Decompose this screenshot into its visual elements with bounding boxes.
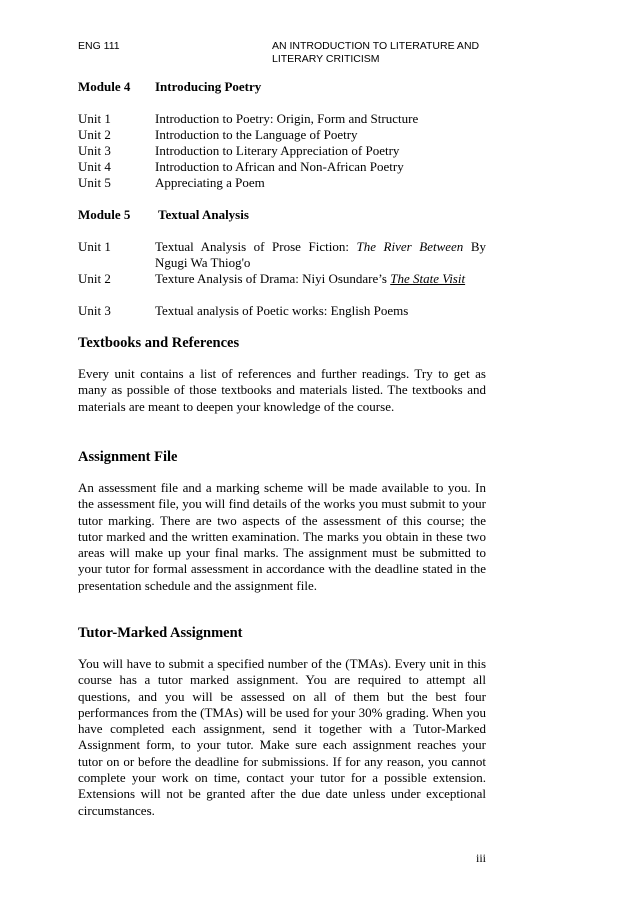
module-4-number: Module 4 bbox=[78, 79, 131, 94]
section-body-tma: You will have to submit a specified number of the (TMAs). Every unit in this course has a tutor marked assignment. You are required to attempt all questions, and you will be assessed on all of them but the best four performances from the (TMAs) will be used for your 30% grading. When you have completed each assignment, send it together with a Tutor-Marked Assignment form, to your tutor. Make sure each assignment reaches your tutor on or before the deadline for submissions. If for any reason, you cannot complete your work on time, contact your tutor for a possible extension. Extensions will not be granted after the due date unless under exceptional circumstances. bbox=[78, 656, 486, 818]
unit-label: Unit 1 bbox=[78, 239, 111, 254]
module-5-heading bbox=[78, 207, 249, 223]
section-body-assignment-file: An assessment file and a marking scheme will be made available to you. In the assessment file, you will find details of the works you must submit to your tutor marking. There are two aspects of the assessment of this course; the tutor marked and the written examination. The marks you obtain in these two areas will make up your final marks. The assignment must be submitted to your tutor for formal assessment in accordance with the deadline stated in the presentation schedule and the assignment file. bbox=[78, 480, 486, 593]
unit-title: Introduction to African and Non-African Poetry bbox=[155, 159, 404, 174]
module-5-unit-1 bbox=[78, 239, 486, 271]
unit-label: Unit 2 bbox=[78, 127, 111, 142]
unit-title: Textual analysis of Poetic works: English Poems bbox=[155, 303, 409, 318]
unit-label: Unit 1 bbox=[78, 111, 111, 126]
unit-title: Texture Analysis of Drama: Niyi Osundare’s The State Visit bbox=[155, 271, 466, 286]
section-heading-assignment-file: Assignment File bbox=[78, 449, 178, 465]
unit-title: Introduction to Poetry: Origin, Form and Structure bbox=[155, 111, 419, 126]
section-body-textbooks: Every unit contains a list of references and further readings. Try to get as many as possible of those textbooks and materials listed. The textbooks and materials are meant to deepen your knowledge of the course. bbox=[78, 366, 486, 414]
header-title-line-2: LITERARY CRITICISM bbox=[272, 53, 380, 65]
page-number: iii bbox=[476, 851, 487, 865]
unit-label: Unit 5 bbox=[78, 175, 111, 190]
unit-label: Unit 4 bbox=[78, 159, 111, 174]
unit-title: Textual Analysis of Prose Fiction: The River Between By Ngugi Wa Thiog'o bbox=[155, 239, 487, 270]
unit-title: Introduction to the Language of Poetry bbox=[155, 127, 358, 142]
module-4-unit-2 bbox=[78, 127, 486, 143]
module-4-unit-4 bbox=[78, 159, 486, 175]
module-4-heading bbox=[78, 79, 261, 95]
unit-label: Unit 2 bbox=[78, 271, 111, 286]
unit-label: Unit 3 bbox=[78, 143, 111, 158]
module-5-unit-3 bbox=[78, 303, 486, 319]
unit-title: Introduction to Literary Appreciation of Poetry bbox=[155, 143, 400, 158]
module-4-unit-5 bbox=[78, 175, 486, 191]
module-5-unit-2 bbox=[78, 271, 486, 287]
section-heading-tma: Tutor-Marked Assignment bbox=[78, 625, 243, 641]
module-5-title: Textual Analysis bbox=[158, 207, 249, 222]
header-course-code: ENG 111 bbox=[78, 40, 120, 52]
section-heading-textbooks: Textbooks and References bbox=[78, 335, 240, 351]
work-title-italic: The River Between bbox=[356, 239, 464, 254]
header-course-title bbox=[272, 40, 502, 66]
module-4-title: Introducing Poetry bbox=[155, 79, 262, 94]
module-4-unit-1 bbox=[78, 111, 486, 127]
unit-title: Appreciating a Poem bbox=[155, 175, 265, 190]
work-title-underlined: The State Visit bbox=[390, 271, 466, 286]
header-title-line-1: AN INTRODUCTION TO LITERATURE AND bbox=[272, 40, 480, 52]
module-4-unit-3 bbox=[78, 143, 486, 159]
unit-label: Unit 3 bbox=[78, 303, 111, 318]
module-5-number: Module 5 bbox=[78, 207, 131, 222]
